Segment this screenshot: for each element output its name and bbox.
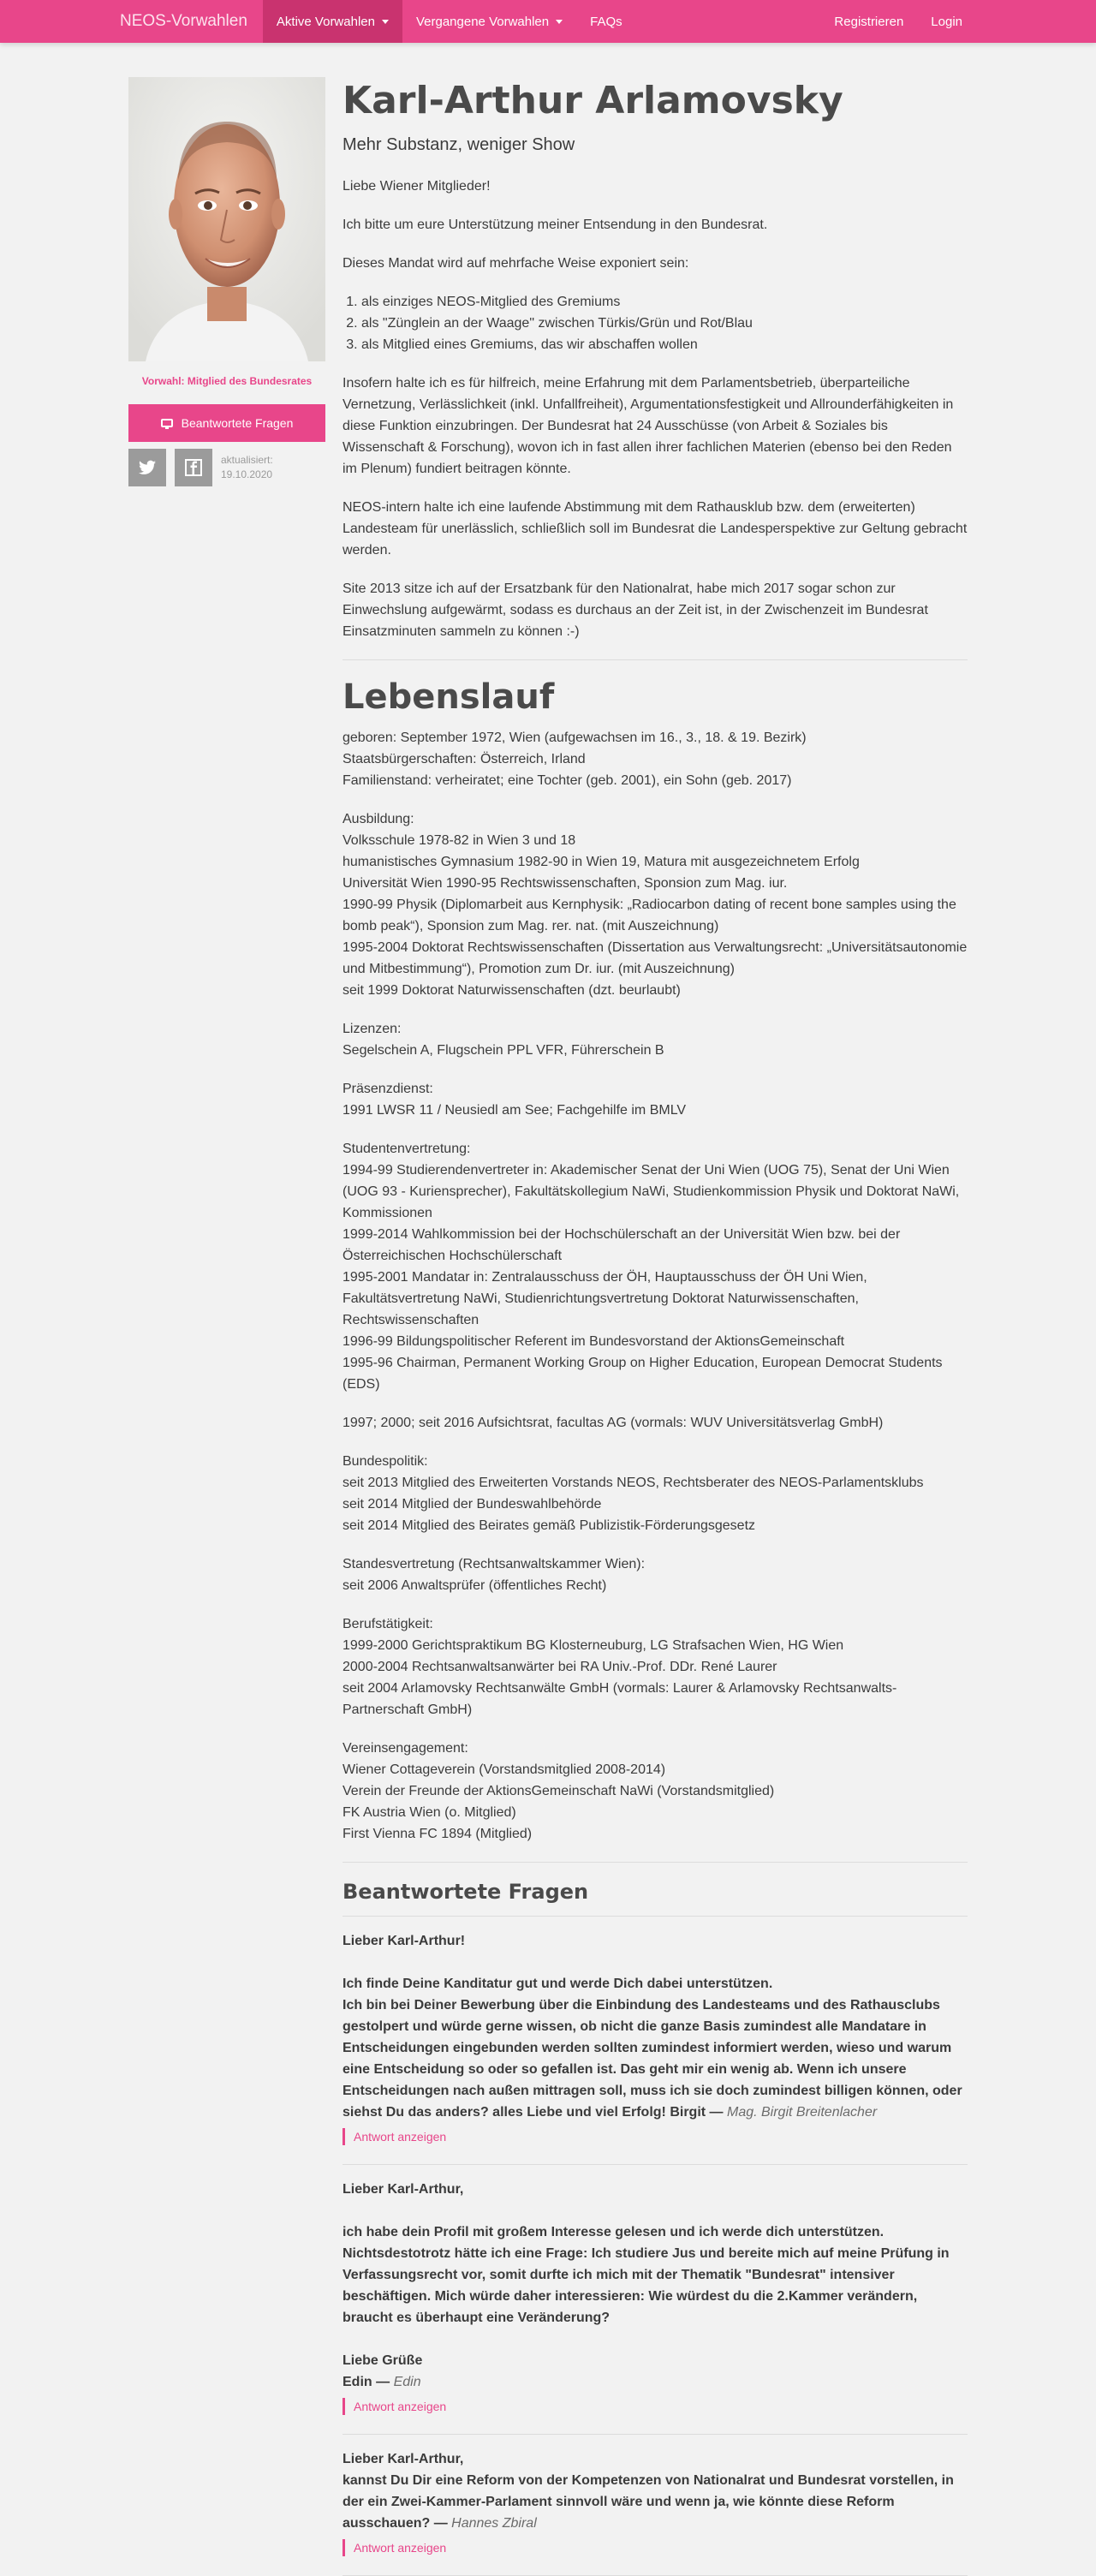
- answered-questions-button[interactable]: [128, 404, 325, 442]
- top-navbar: [0, 0, 1096, 43]
- show-answer-link[interactable]: Antwort anzeigen: [342, 2539, 446, 2556]
- cv-line: Verein der Freunde der AktionsGemeinschaft NaWi (Vorstandsmitglied): [342, 1784, 775, 1798]
- nav-item-label: Vergangene Vorwahlen: [415, 14, 550, 29]
- cv-line: seit 2013 Mitglied des Erweiterten Vorstands NEOS, Rechtsberater des NEOS-Parlamentsklubs: [342, 1476, 924, 1490]
- cv-line: Standesvertretung (Rechtsanwaltskammer Wien):: [342, 1557, 646, 1571]
- cv-line: FK Austria Wien (o. Mitglied): [342, 1805, 516, 1820]
- cv-line: 1995-2004 Doktorat Rechtswissenschaften (Dissertation aus Verwaltungsrecht: „Universitätsautonomie und Mitbestimmung“), Promotion zum Dr. iur. (mit Auszeichnung): [342, 940, 968, 976]
- cv-line: Vereinsengagement:: [342, 1741, 468, 1756]
- facebook-icon: [185, 459, 202, 476]
- cv-line: seit 1999 Doktorat Naturwissenschaften (dzt. beurlaubt): [342, 983, 681, 998]
- author-separator: —: [372, 2375, 394, 2389]
- updated-info: [221, 453, 273, 482]
- cv-block: [342, 808, 968, 1001]
- question-line: Nichtsdestotrotz hätte ich eine Frage: Ich studiere Jus und bereite mich auf meine Prüfung in Verfassungsrecht vor, somit durfte ich mich mit der Thematik "Bundesrat" intensiver beschäftigen. Mich würde daher interessieren: Wie würdest du die 2.Kammer verändern, braucht es überhaupt eine Veränderung?: [342, 2246, 950, 2325]
- question-item: [342, 1916, 968, 2165]
- cv-block: [342, 1553, 968, 1596]
- cv-line: Familienstand: verheiratet; eine Tochter (geb. 2001), ein Sohn (geb. 2017): [342, 773, 792, 788]
- cv-line: Volksschule 1978-82 in Wien 3 und 18: [342, 833, 576, 848]
- divider: [342, 1862, 968, 1863]
- twitter-icon: [139, 460, 156, 475]
- cv-line: Präsenzdienst:: [342, 1082, 433, 1096]
- question-item: [342, 2165, 968, 2435]
- candidate-photo: [128, 77, 325, 361]
- question-line: kannst Du Dir eine Reform von der Kompetenzen von Nationalrat und Bundesrat vorstellen, in der ein Zwei-Kammer-Parlament sinnvoll wäre und wenn ja, wie könnte diese Reform ausschauen?: [342, 2473, 954, 2531]
- cv-line: seit 2014 Mitglied des Beirates gemäß Publizistik-Förderungsgesetz: [342, 1518, 756, 1533]
- cv-heading: Lebenslauf: [342, 677, 555, 717]
- cv-block: [342, 1613, 968, 1720]
- question-line: Liebe Grüße: [342, 2353, 423, 2368]
- show-answer-link[interactable]: Antwort anzeigen: [342, 2398, 446, 2415]
- cv-line: Bundespolitik:: [342, 1454, 428, 1469]
- cv-line: 1991 LWSR 11 / Neusiedl am See; Fachgehilfe im BMLV: [342, 1103, 687, 1118]
- facebook-share-button[interactable]: [175, 449, 212, 486]
- login-link[interactable]: Login: [931, 14, 962, 29]
- cv-block: [342, 1138, 968, 1395]
- questions-list: [342, 1916, 968, 2576]
- cv-line: Universität Wien 1990-95 Rechtswissenschaften, Sponsion zum Mag. iur.: [342, 876, 788, 891]
- cv-line: seit 2006 Anwaltsprüfer (öffentliches Recht): [342, 1578, 607, 1593]
- intro-paragraph: Liebe Wiener Mitglieder!: [342, 179, 491, 194]
- question-line: Ich bin bei Deiner Bewerbung über die Einbindung des Landesteams und des Rathausclubs gestolpert und würde gerne wissen, ob nicht die ganze Basis zumindest alle Mandatare in Entscheidungen eingebunden werden sollten zumindest informiert werden, wieso und warum eine Entscheidung so oder so gefallen ist. Das geht mir ein wenig ab. Wenn ich unsere Entscheidungen nach außen mittragen soll, muss ich sie doch zumindest billigen können, oder siehst Du das anders? alles Liebe und viel Erfolg! Birgit: [342, 1998, 962, 2120]
- nav-vergangene-vorwahlen[interactable]: [402, 0, 576, 43]
- cv-section: [342, 727, 968, 1845]
- intro-paragraph: Insofern halte ich es für hilfreich, meine Erfahrung mit dem Parlamentsbetrieb, überparteiliche Vernetzung, Verlässlichkeit (inkl. Unfallfreiheit), Argumentationsfestigkeit und Allrounderfähigkeiten in diese Funktion einzubringen. Der Bundesrat hat 24 Ausschüsse (von Arbeit & Soziales bis Wissenschaft & Forschung), wovon ich in fast allen ihrer fachlichen Materien (ebenso bei den Reden im Plenum) fundiert beitragen könnte.: [342, 376, 954, 476]
- questions-heading: Beantwortete Fragen: [342, 1880, 589, 1904]
- exposure-list: [342, 291, 968, 355]
- cv-block: [342, 727, 968, 791]
- brand-link[interactable]: NEOS-Vorwahlen: [120, 12, 247, 30]
- question-text: [342, 2179, 968, 2393]
- cv-block: [342, 1412, 968, 1434]
- intro-paragraph: NEOS-intern halte ich eine laufende Abstimmung mit dem Rathausklub bzw. dem (erweiterten) Landesteam für unerlässlich, schließlich soll im Bundesrat die Landesperspektive zur Geltung gebracht werden.: [342, 500, 968, 558]
- cv-line: Berufstätigkeit:: [342, 1617, 433, 1631]
- candidate-slogan: Mehr Substanz, weniger Show: [342, 135, 575, 154]
- cv-line: 1999-2014 Wahlkommission bei der Hochschülerschaft an der Universität Wien bzw. bei der Österreichischen Hochschülerschaft: [342, 1227, 901, 1263]
- cv-line: 2000-2004 Rechtsanwaltsanwärter bei RA Univ.-Prof. DDr. René Laurer: [342, 1660, 777, 1674]
- portrait-image: [128, 77, 325, 361]
- cv-line: 1990-99 Physik (Diplomarbeit aus Kernphysik: „Radiocarbon dating of recent bone samples using the bomb peak“), Sponsion zum Mag. rer. nat. (mit Auszeichnung): [342, 897, 956, 933]
- cv-line: Staatsbürgerschaften: Österreich, Irland: [342, 752, 586, 766]
- intro-paragraph: Site 2013 sitze ich auf der Ersatzbank für den Nationalrat, habe mich 2017 sogar schon zur Einwechslung aufgewärmt, sodass es durchaus an der Zeit ist, in der Zwischenzeit im Bundesrat Einsatzminuten sammeln zu können :-): [342, 581, 928, 639]
- list-item: 2. als "Zünglein an der Waage" zwischen Türkis/Grün und Rot/Blau: [361, 313, 968, 334]
- nav-item-label: Aktive Vorwahlen: [276, 14, 375, 29]
- question-author: Mag. Birgit Breitenlacher: [726, 2105, 878, 2120]
- cv-line: geboren: September 1972, Wien (aufgewachsen im 16., 3., 18. & 19. Bezirk): [342, 730, 807, 745]
- cv-line: Segelschein A, Flugschein PPL VFR, Führerschein B: [342, 1043, 664, 1058]
- nav-aktive-vorwahlen[interactable]: [263, 0, 402, 43]
- line-gap: [342, 2200, 968, 2221]
- cv-line: humanistisches Gymnasium 1982-90 in Wien 19, Matura mit ausgezeichnetem Erfolg: [342, 855, 860, 869]
- intro-paragraph: Dieses Mandat wird auf mehrfache Weise exponiert sein:: [342, 256, 689, 271]
- author-separator: —: [706, 2105, 727, 2120]
- candidate-sidebar: [128, 77, 325, 2576]
- cv-line: 1995-2001 Mandatar in: Zentralausschuss der ÖH, Hauptausschuss der ÖH Uni Wien, Fakultätsvertretung NaWi, Studienrichtungsvertretung Doktorat Naturwissenschaften, Rechtswissenschaften: [342, 1270, 867, 1327]
- cv-line: Studentenvertretung:: [342, 1142, 471, 1156]
- author-separator: —: [430, 2516, 452, 2531]
- question-text: [342, 2448, 968, 2534]
- caret-down-icon: [382, 20, 389, 24]
- cv-line: 1995-96 Chairman, Permanent Working Group on Higher Education, European Democrat Students (EDS): [342, 1356, 943, 1392]
- button-label: Beantwortete Fragen: [181, 416, 294, 430]
- candidate-name: Karl-Arthur Arlamovsky: [342, 79, 843, 122]
- cv-block: [342, 1018, 968, 1061]
- candidate-intro: [342, 176, 968, 642]
- line-gap: [342, 2329, 968, 2350]
- question-line: Ich finde Deine Kanditatur gut und werde Dich dabei unterstützen.: [342, 1977, 773, 1991]
- cv-line: Lizenzen:: [342, 1022, 402, 1036]
- question-item: [342, 2435, 968, 2576]
- cv-line: 1997; 2000; seit 2016 Aufsichtsrat, facultas AG (vormals: WUV Universitätsverlag GmbH): [342, 1416, 884, 1430]
- cv-line: Ausbildung:: [342, 812, 414, 826]
- question-line: Lieber Karl-Arthur,: [342, 2452, 464, 2466]
- twitter-share-button[interactable]: [128, 449, 166, 486]
- chat-icon: [161, 419, 173, 427]
- line-gap: [342, 1952, 968, 1973]
- question-author: Edin: [393, 2375, 421, 2389]
- question-text: [342, 1930, 968, 2123]
- intro-paragraph: Ich bitte um eure Unterstützung meiner Entsendung in den Bundesrat.: [342, 218, 768, 232]
- cv-line: 1999-2000 Gerichtspraktikum BG Klosterneuburg, LG Strafsachen Wien, HG Wien: [342, 1638, 844, 1653]
- question-line: Lieber Karl-Arthur,: [342, 2182, 464, 2197]
- nav-faqs[interactable]: [576, 0, 636, 43]
- cv-line: 1996-99 Bildungspolitischer Referent im Bundesvorstand der AktionsGemeinschaft: [342, 1334, 845, 1349]
- cv-block: [342, 1738, 968, 1845]
- election-caption: Vorwahl: Mitglied des Bundesrates: [141, 375, 313, 387]
- cv-line: seit 2014 Mitglied der Bundeswahlbehörde: [342, 1497, 602, 1512]
- list-item: 1. als einziges NEOS-Mitglied des Gremiums: [361, 291, 968, 313]
- nav-item-label: FAQs: [590, 14, 622, 29]
- cv-line: 1994-99 Studierendenvertreter in: Akademischer Senat der Uni Wien (UOG 75), Senat der Uni Wien (UOG 93 - Kuriensprecher), Fakultätskollegium NaWi, Studienkommission Physik und Doktorat NaWi, Kommissionen: [342, 1163, 960, 1220]
- show-answer-link[interactable]: Antwort anzeigen: [342, 2128, 446, 2145]
- cv-block: [342, 1078, 968, 1121]
- question-line: Edin: [342, 2375, 372, 2389]
- list-item: 3. als Mitglied eines Gremiums, das wir abschaffen wollen: [361, 334, 968, 355]
- caret-down-icon: [556, 20, 563, 24]
- divider: [342, 659, 968, 660]
- register-link[interactable]: Registrieren: [834, 14, 904, 29]
- cv-block: [342, 1451, 968, 1536]
- question-author: Hannes Zbiral: [451, 2516, 537, 2531]
- updated-label: aktualisiert:: [221, 454, 273, 466]
- cv-line: First Vienna FC 1894 (Mitglied): [342, 1827, 533, 1841]
- cv-line: seit 2004 Arlamovsky Rechtsanwälte GmbH (vormals: Laurer & Arlamovsky Rechtsanwalts-Partnerschaft GmbH): [342, 1681, 897, 1717]
- question-line: Lieber Karl-Arthur!: [342, 1934, 466, 1948]
- question-line: ich habe dein Profil mit großem Interesse gelesen und ich werde dich unterstützen.: [342, 2225, 885, 2239]
- candidate-main: [342, 77, 968, 2576]
- updated-date: 19.10.2020: [221, 468, 273, 480]
- cv-line: Wiener Cottageverein (Vorstandsmitglied 2008-2014): [342, 1762, 666, 1777]
